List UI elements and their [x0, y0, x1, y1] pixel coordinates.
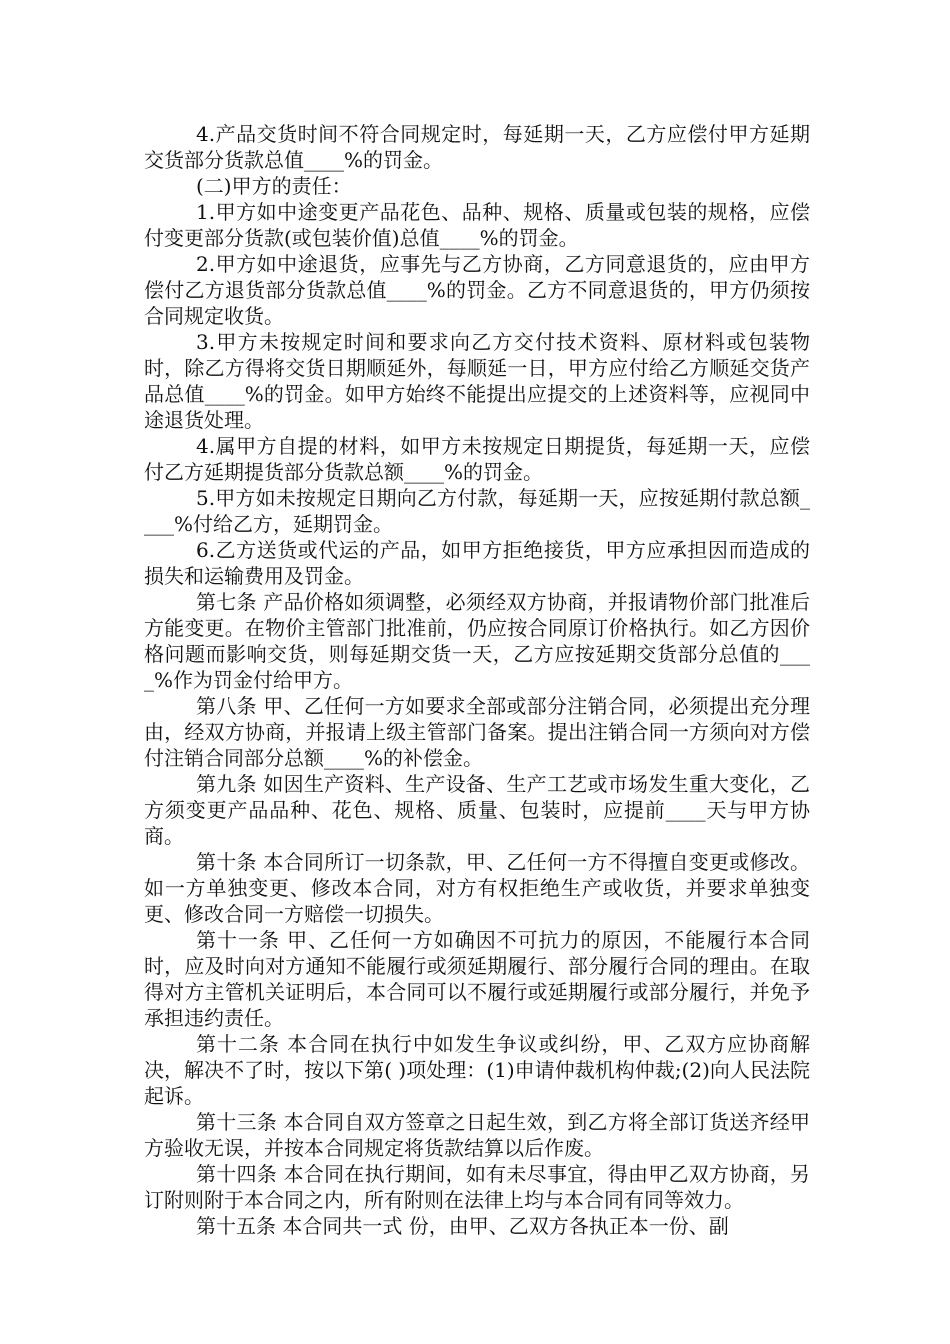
clause-buyer-late-pickup: 4.属甲方自提的材料，如甲方未按规定日期提货，每延期一天，应偿付乙方延期提货部分货款总额____%的罚金。 [144, 434, 810, 484]
article-7-price-adjustment: 第七条 产品价格如须调整，必须经双方协商，并报请物价部门批准后方能变更。在物价主管部门批准前，仍应按合同原订价格执行。如乙方因价格问题而影响交货，则每延期交货一天，乙方应按延期交货部分总值的____%作为罚金付给甲方。 [144, 590, 810, 692]
article-9-major-change: 第九条 如因生产资料、生产设备、生产工艺或市场发生重大变化，乙方须变更产品品种、花色、规格、质量、包装时，应提前____天与甲方协商。 [144, 772, 810, 848]
clause-buyer-return: 2.甲方如中途退货，应事先与乙方协商，乙方同意退货的，应由甲方偿付乙方退货部分货款总值____%的罚金。乙方不同意退货的，甲方仍须按合同规定收货。 [144, 252, 810, 328]
clause-buyer-late-payment: 5.甲方如未按规定日期向乙方付款，每延期一天，应按延期付款总额____%付给乙方，延期罚金。 [144, 486, 810, 536]
article-14-supplements: 第十四条 本合同在执行期间，如有未尽事宜，得由甲乙双方协商，另订附则附于本合同之内，所有附则在法律上均与本合同有同等效力。 [144, 1162, 810, 1212]
clause-buyer-change-spec: 1.甲方如中途变更产品花色、品种、规格、质量或包装的规格，应偿付变更部分货款(或包装价值)总值____%的罚金。 [144, 200, 810, 250]
article-13-effectiveness: 第十三条 本合同自双方签章之日起生效，到乙方将全部订货送齐经甲方验收无误，并按本合同规定将货款结算以后作废。 [144, 1110, 810, 1160]
section-heading-buyer-duties: (二)甲方的责任： [196, 174, 352, 198]
clause-buyer-refuse-delivery: 6.乙方送货或代运的产品，如甲方拒绝接货，甲方应承担因而造成的损失和运输费用及罚金。 [144, 538, 810, 588]
article-8-cancellation: 第八条 甲、乙任何一方如要求全部或部分注销合同，必须提出充分理由，经双方协商，并报请上级主管部门备案。提出注销合同一方须向对方偿付注销合同部分总额____%的补偿金。 [144, 694, 810, 770]
clause-buyer-late-materials: 3.甲方未按规定时间和要求向乙方交付技术资料、原材料或包装物时，除乙方得将交货日期顺延外，每顺延一日，甲方应付给乙方顺延交货产品总值____%的罚金。如甲方始终不能提出应提交的上述资料等，应视同中途退货处理。 [144, 330, 810, 432]
article-10-no-unilateral-change: 第十条 本合同所订一切条款，甲、乙任何一方不得擅自变更或修改。如一方单独变更、修改本合同，对方有权拒绝生产或收货，并要求单独变更、修改合同一方赔偿一切损失。 [144, 850, 810, 926]
clause-supplier-late-delivery: 4.产品交货时间不符合同规定时，每延期一天，乙方应偿付甲方延期交货部分货款总值____%的罚金。 [144, 122, 810, 172]
article-12-disputes: 第十二条 本合同在执行中如发生争议或纠纷，甲、乙双方应协商解决，解决不了时，按以下第( )项处理：(1)申请仲裁机构仲裁;(2)向人民法院起诉。 [144, 1032, 810, 1108]
article-11-force-majeure: 第十一条 甲、乙任何一方如确因不可抗力的原因，不能履行本合同时，应及时向对方通知不能履行或须延期履行、部分履行合同的理由。在取得对方主管机关证明后，本合同可以不履行或延期履行或部分履行，并免予承担违约责任。 [144, 928, 810, 1030]
article-15-copies: 第十五条 本合同共一式 份，由甲、乙双方各执正本一份、副 [196, 1214, 729, 1238]
